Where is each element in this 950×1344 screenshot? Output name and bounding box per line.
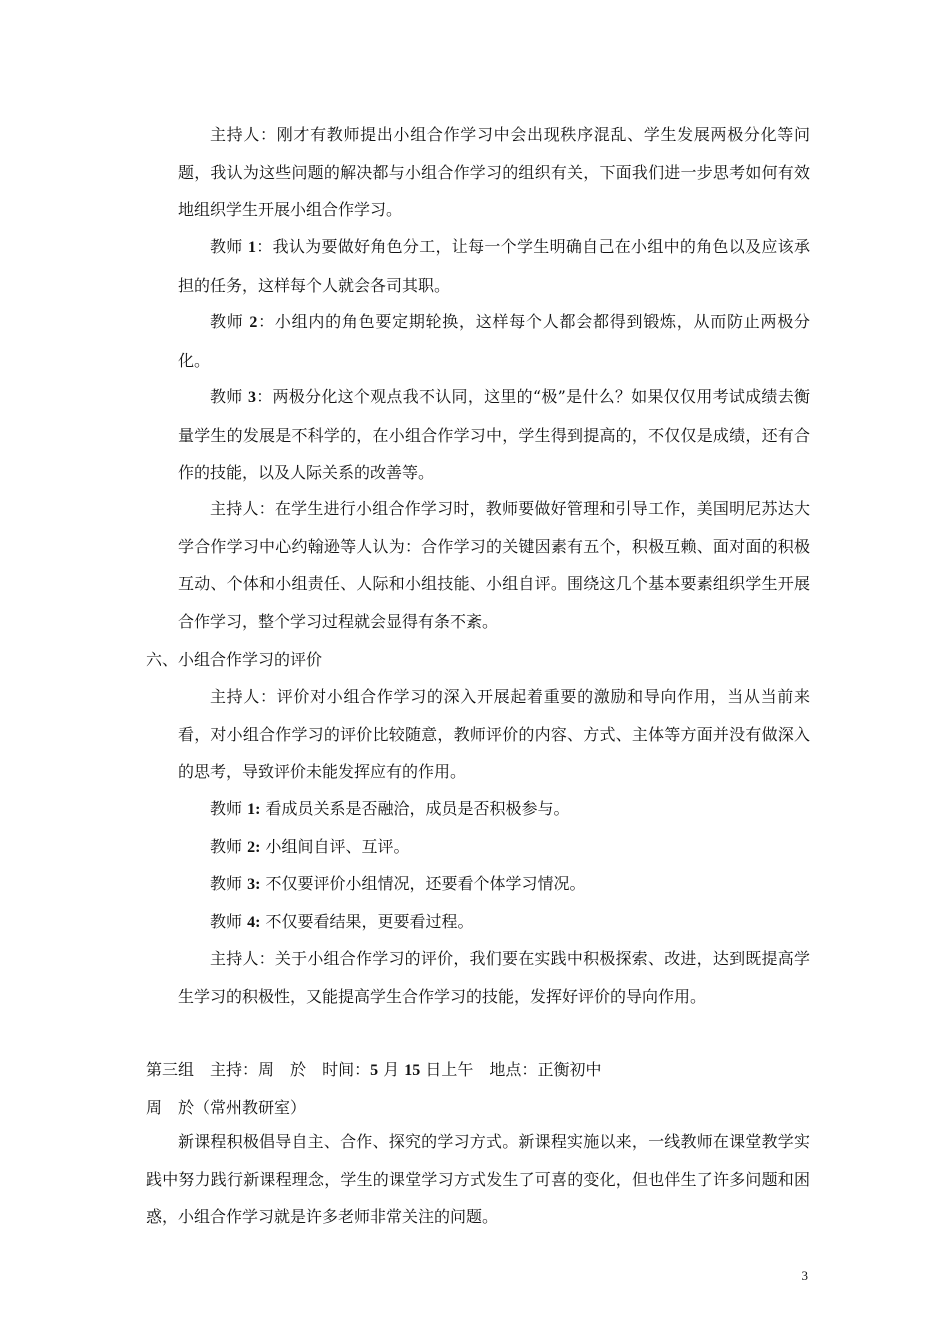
teacher-number: 2: xyxy=(247,839,261,856)
host-paragraph-2 xyxy=(178,490,810,640)
host-paragraph-3 xyxy=(178,678,810,791)
separator: ： xyxy=(255,237,273,256)
paragraph-text: 看成员关系是否融洽，成员是否积极参与。 xyxy=(265,799,570,818)
speaker-label: 主持人： xyxy=(210,499,275,518)
paragraph-text: 在学生进行小组合作学习时，教师要做好管理和引导工作，美国明尼苏达大学合作学习中心约翰逊等人认为：合作学习的关键因素有五个，积极互赖、面对面的积极互动、个体和小组责任、人际和小组技能、小组自评。围绕这几个基本要素组织学生开展合作学习，整个学习过程就会显得有条不紊。 xyxy=(178,499,810,631)
teacher-eval-4 xyxy=(178,903,810,942)
teacher-number: 1 xyxy=(247,239,256,256)
speaker-label: 教师 xyxy=(210,874,243,893)
paragraph-text: 评价对小组合作学习的深入开展起着重要的激励和导向作用，当从当前来看，对小组合作学习的评价比较随意，教师评价的内容、方式、主体等方面并没有做深入的思考，导致评价未能发挥应有的作用。 xyxy=(178,687,810,781)
teacher-number: 3: xyxy=(247,876,261,893)
separator: ： xyxy=(257,312,275,331)
intro-paragraph: 新课程积极倡导自主、合作、探究的学习方式。新课程实施以来，一线教师在课堂教学实践中努力践行新课程理念，学生的课堂学习方式发生了可喜的变化，但也伴生了许多问题和困惑，小组合作学习就是许多老师非常关注的问题。 xyxy=(146,1132,810,1226)
paragraph-text: 不仅要评价小组情况，还要看个体学习情况。 xyxy=(265,874,586,893)
speaker-label: 教师 xyxy=(210,912,243,931)
host-paragraph-4 xyxy=(178,940,810,1015)
host-name: 周 於 xyxy=(258,1060,307,1079)
host-label: 主持： xyxy=(210,1060,259,1079)
teacher-2-paragraph xyxy=(178,303,810,379)
speaker-label: 教师 xyxy=(210,387,243,406)
group-name: 第三组 xyxy=(146,1060,195,1079)
author-line: 周 於（常州教研室） xyxy=(146,1098,307,1117)
page-number: 3 xyxy=(801,1268,808,1283)
speaker-label: 主持人： xyxy=(210,125,277,144)
paragraph-text: 两极分化这个观点我不认同，这里的“极”是什么？如果仅仅用考试成绩去衡量学生的发展是不科学的，在小组合作学习中，学生得到提高的，不仅仅是成绩，还有合作的技能，以及人际关系的改善等。 xyxy=(178,387,810,482)
time-label: 时间： xyxy=(322,1060,371,1079)
section-heading: 六、小组合作学习的评价 xyxy=(146,650,323,669)
time-day: 15 xyxy=(404,1062,421,1079)
teacher-number: 3 xyxy=(247,389,256,406)
teacher-eval-2 xyxy=(178,828,810,867)
time-month-unit: 月 xyxy=(383,1060,400,1079)
separator: ： xyxy=(255,387,273,406)
speaker-label: 主持人： xyxy=(210,949,275,968)
time-month: 5 xyxy=(370,1062,379,1079)
paragraph-text: 刚才有教师提出小组合作学习中会出现秩序混乱、学生发展两极分化等问题，我认为这些问题的解决都与小组合作学习的组织有关，下面我们进一步思考如何有效地组织学生开展小组合作学习。 xyxy=(178,125,810,219)
teacher-1-paragraph xyxy=(178,228,810,304)
time-day-unit: 日上午 xyxy=(425,1060,474,1079)
speaker-label: 教师 xyxy=(210,837,243,856)
teacher-number: 2 xyxy=(249,314,258,331)
group-info-line xyxy=(146,1057,601,1080)
speaker-label: 教师 xyxy=(210,237,243,256)
teacher-number: 1: xyxy=(247,801,261,818)
teacher-3-paragraph xyxy=(178,378,810,492)
teacher-eval-1 xyxy=(178,790,810,829)
paragraph-text: 关于小组合作学习的评价，我们要在实践中积极探索、改进，达到既提高学生学习的积极性，又能提高学生合作学习的技能，发挥好评价的导向作用。 xyxy=(178,949,810,1006)
speaker-label: 主持人： xyxy=(210,687,277,706)
speaker-label: 教师 xyxy=(210,799,243,818)
teacher-number: 4: xyxy=(247,914,261,931)
place-name: 正衡初中 xyxy=(537,1060,602,1079)
paragraph-text: 我认为要做好角色分工，让每一个学生明确自己在小组中的角色以及应该承担的任务，这样每个人就会各司其职。 xyxy=(178,237,810,295)
speaker-label: 教师 xyxy=(210,312,244,331)
place-label: 地点： xyxy=(489,1060,538,1079)
host-paragraph-1 xyxy=(178,116,810,229)
paragraph-text: 不仅要看结果，更要看过程。 xyxy=(265,912,474,931)
paragraph-text: 小组内的角色要定期轮换，这样每个人都会都得到锻炼，从而防止两极分化。 xyxy=(178,312,810,370)
paragraph-text: 小组间自评、互评。 xyxy=(265,837,410,856)
teacher-eval-3 xyxy=(178,865,810,904)
